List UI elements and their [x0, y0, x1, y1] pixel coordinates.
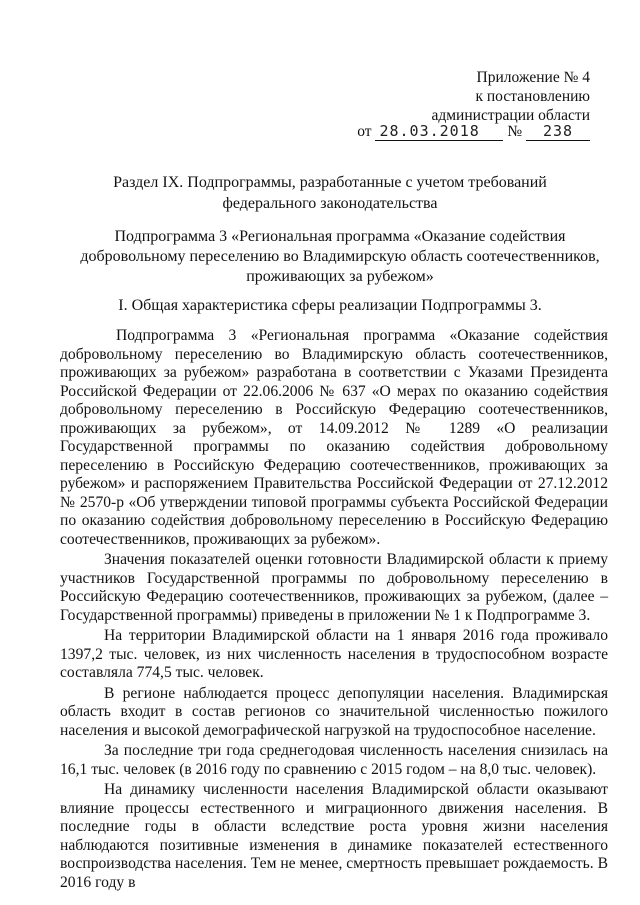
appendix-line-3: администрации области — [431, 107, 590, 124]
appendix-line-1: Приложение № 4 — [476, 69, 590, 86]
characteristic-title: I. Общая характеристика сферы реализации Подпрограммы 3. — [118, 297, 542, 314]
appendix-header — [431, 68, 590, 125]
paragraph: В регионе наблюдается процесс депопуляции населения. Владимирская область входит в состав регионов со значительной численностью пожилого населения и высокой демографической нагрузкой на трудоспособное население. — [60, 684, 608, 739]
number-prefix: № — [507, 123, 523, 140]
appendix-line-2: к постановлению — [475, 88, 590, 105]
decree-number: 238 — [526, 122, 590, 141]
date-prefix: от — [357, 123, 372, 140]
body-text — [60, 327, 608, 894]
decree-date-number-line — [357, 122, 590, 141]
decree-date: 28.03.2018 — [375, 122, 503, 141]
paragraph: За последние три года среднегодовая численность населения снизилась на 16,1 тыс. человек (в 2016 году по сравнению с 2015 годом – на 8,0 тыс. человек). — [60, 742, 608, 778]
subprogram-title: Подпрограмма 3 «Региональная программа «Оказание содействия добровольному переселению во Владимирскую область соотечественников, проживающих за рубежом» — [80, 228, 600, 285]
paragraph: Значения показателей оценки готовности Владимирской области к приему участников Государственной программы по добровольному переселению в Российскую Федерацию соотечественников, проживающих за рубежом, (далее – Государственной программы) приведены в приложении № 1 к Подпрограмме 3. — [60, 551, 608, 624]
paragraph: На территории Владимирской области на 1 января 2016 года проживало 1397,2 тыс. человек, из них численность населения в трудоспособном возрасте составляла 774,5 тыс. человек. — [60, 627, 608, 681]
section-title: Раздел IX. Подпрограммы, разработанные с учетом требований федерального законодательства — [113, 174, 547, 212]
paragraph: На динамику численности населения Владимирской области оказывают влияние процессы естественного и миграционного движения населения. В последние годы в области вследствие роста уровня жизни населения наблюдаются позитивные изменения в динамике показателей естественного воспроизводства населения. Тем не менее, смертность превышает рождаемость. В 2016 году в — [60, 781, 608, 891]
paragraph: Подпрограмма 3 «Региональная программа «Оказание содействия добровольному переселению во Владимирскую область соотечественников, проживающих за рубежом» разработана в соответствии с Указами Президента Российской Федерации от 22.06.2006 № 637 «О мерах по оказанию содействия добровольному переселению в Российскую Федерацию соотечественников, проживающих за рубежом», от 14.09.2012 № 1289 «О реализации Государственной программы по оказанию содействия добровольному переселению в Российскую Федерацию соотечественников, проживающих за рубежом» и распоряжением Правительства Российской Федерации от 27.12.2012 № 2570-р «Об утверждении типовой программы субъекта Российской Федерации по оказанию содействия добровольному переселению в Российскую Федерацию соотечественников, проживающих за рубежом». — [60, 327, 608, 548]
